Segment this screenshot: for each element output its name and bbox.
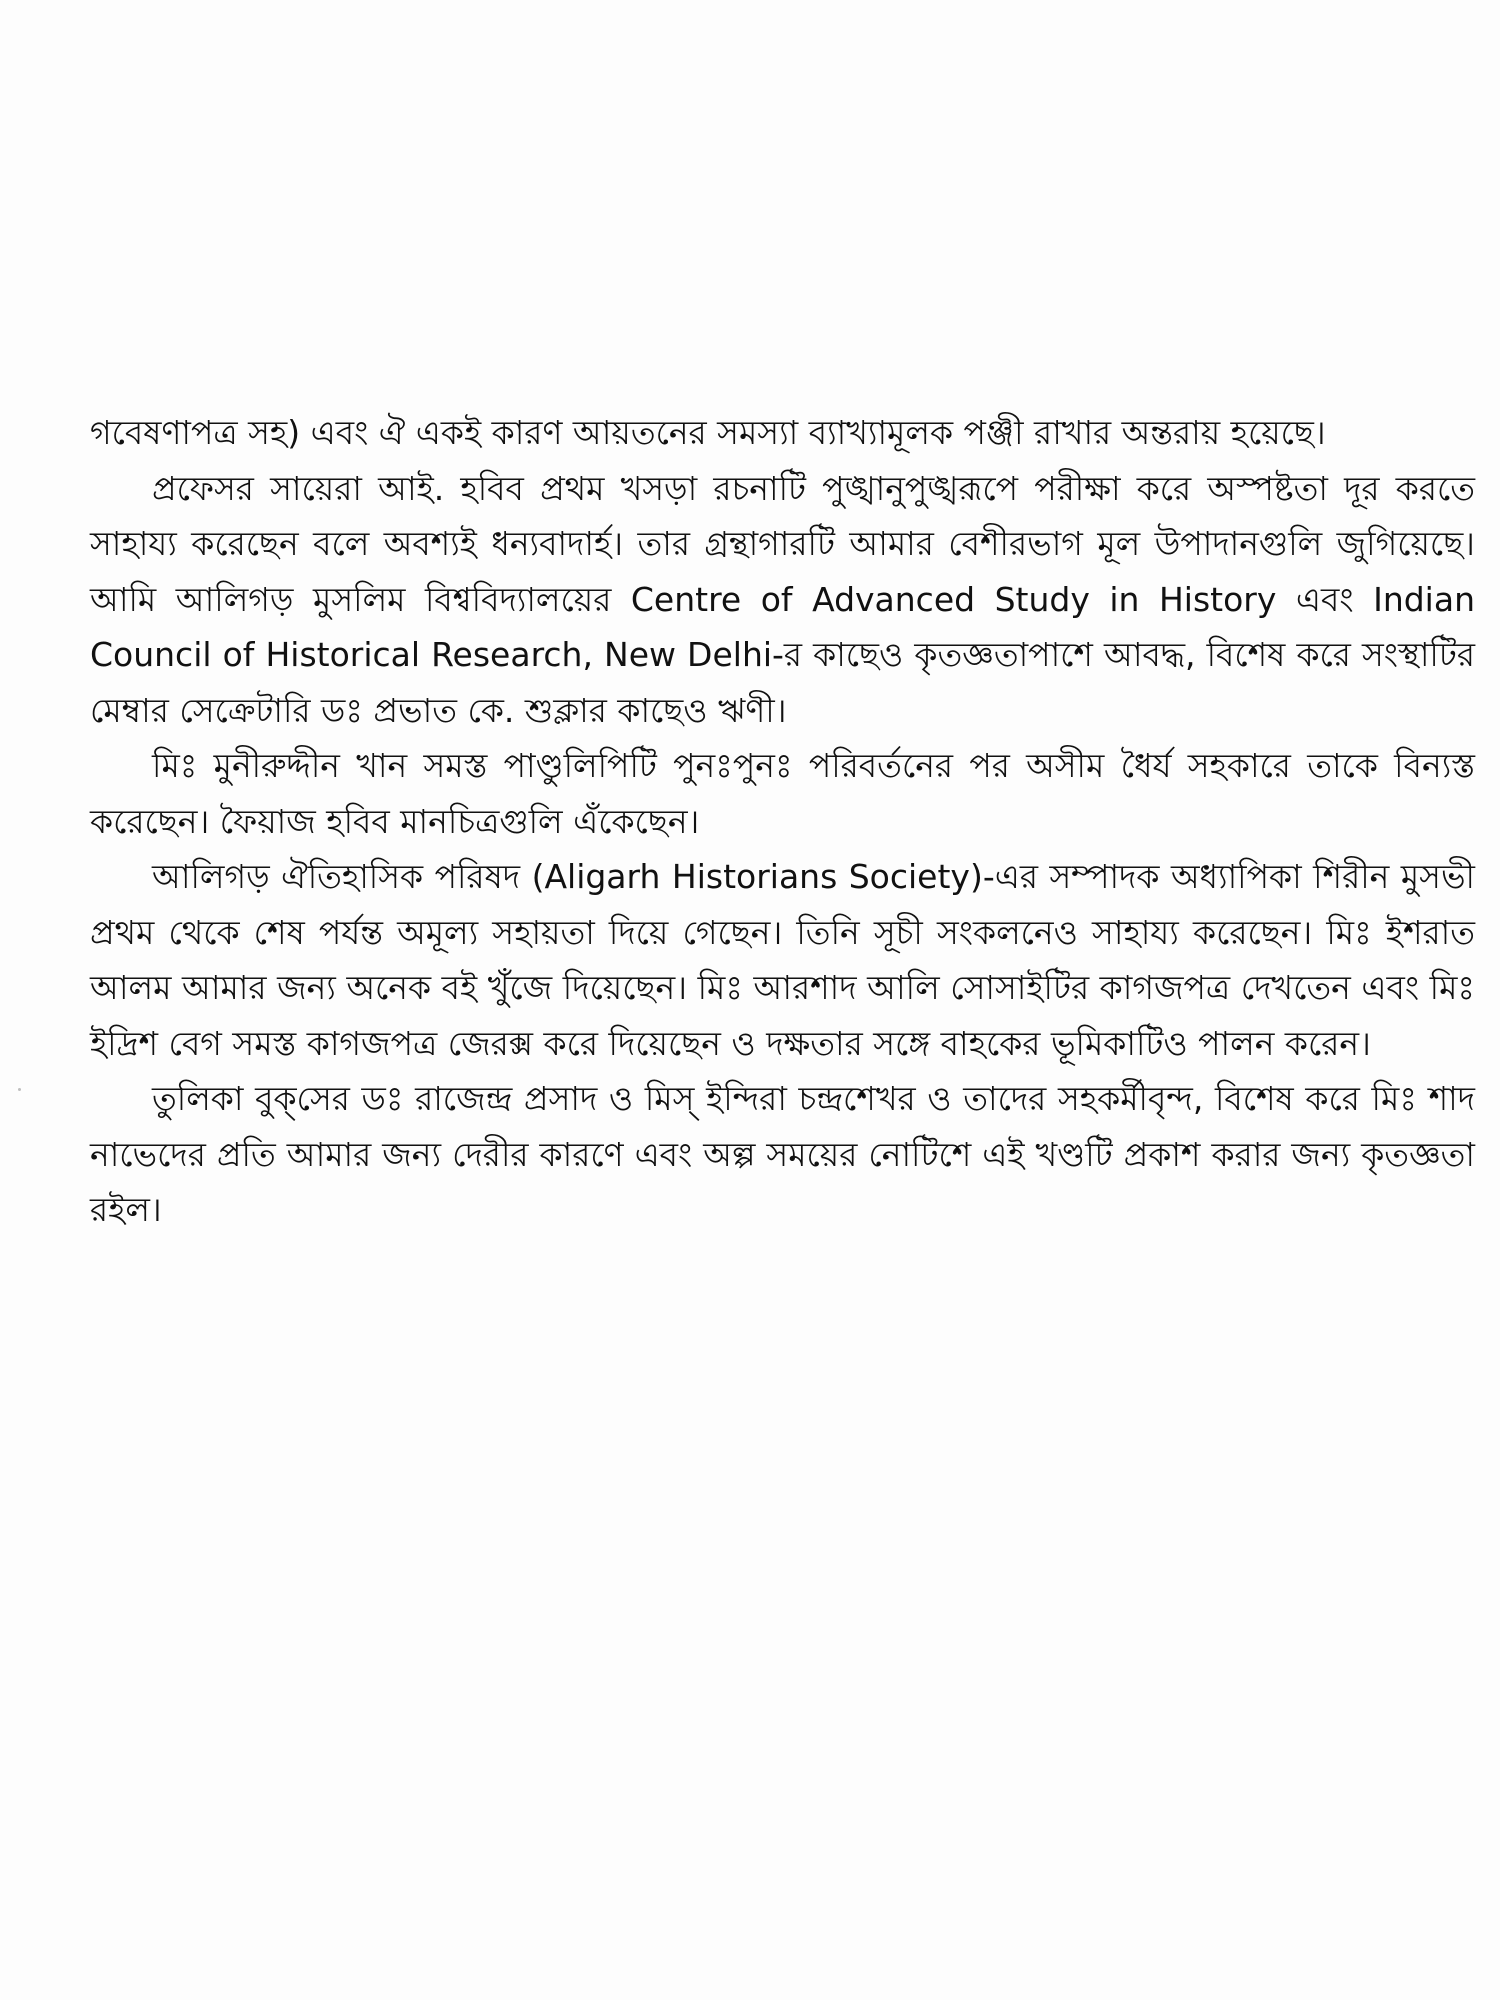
paragraph-muniruddin-khan: মিঃ মুনীরুদ্দীন খান সমস্ত পাণ্ডুলিপিটি পুনঃপুনঃ পরিবর্তনের পর অসীম ধৈর্য সহকারে তাকে বিন্যস্ত করেছেন। ফৈয়াজ হবিব মানচিত্রগুলি এঁকেছেন। [90, 746, 1475, 841]
scan-speck [18, 1088, 21, 1091]
acknowledgement-text [90, 405, 1475, 1238]
paragraph-professor-habib: প্রফেসর সায়েরা আই. হবিব প্রথম খসড়া রচনাটি পুঙ্খানুপুঙ্খরূপে পরীক্ষা করে অস্পষ্টতা দূর করতে সাহায্য করেছেন বলে অবশ্যই ধন্যবাদার্হ। তার গ্রন্থাগারটি আমার বেশীরভাগ মূল উপাদানগুলি জুগিয়েছে। আমি আলিগড় মুসলিম বিশ্ববিদ্যালয়ের Centre of Advanced Study in History এবং Indian Council of Historical Research, New Delhi-র কাছেও কৃতজ্ঞতাপাশে আবদ্ধ, বিশেষ করে সংস্থাটির মেম্বার সেক্রেটারি ডঃ প্রভাত কে. শুক্লার কাছেও ঋণী। [90, 468, 1475, 730]
paragraph-historians-society: আলিগড় ঐতিহাসিক পরিষদ (Aligarh Historians Society)-এর সম্পাদক অধ্যাপিকা শিরীন মুসভী প্রথম থেকে শেষ পর্যন্ত অমূল্য সহায়তা দিয়ে গেছেন। তিনি সূচী সংকলনেও সাহায্য করেছেন। মিঃ ইশরাত আলম আমার জন্য অনেক বই খুঁজে দিয়েছেন। মিঃ আরশাদ আলি সোসাইটির কাগজপত্র দেখতেন এবং মিঃ ইদ্রিশ বেগ সমস্ত কাগজপত্র জেরক্স করে দিয়েছেন ও দক্ষতার সঙ্গে বাহকের ভূমিকাটিও পালন করেন। [90, 857, 1475, 1063]
paragraph-continuation: গবেষণাপত্র সহ) এবং ঐ একই কারণ আয়তনের সমস্যা ব্যাখ্যামূলক পঞ্জী রাখার অন্তরায় হয়েছে। [90, 413, 1326, 452]
paragraph-tulika-books: তুলিকা বুক্‌সের ডঃ রাজেন্দ্র প্রসাদ ও মিস্ ইন্দিরা চন্দ্রশেখর ও তাদের সহকর্মীবৃন্দ, বিশেষ করে মিঃ শাদ নাভেদের প্রতি আমার জন্য দেরীর কারণে এবং অল্প সময়ের নোটিশে এই খণ্ডটি প্রকাশ করার জন্য কৃতজ্ঞতা রইল। [90, 1079, 1475, 1229]
